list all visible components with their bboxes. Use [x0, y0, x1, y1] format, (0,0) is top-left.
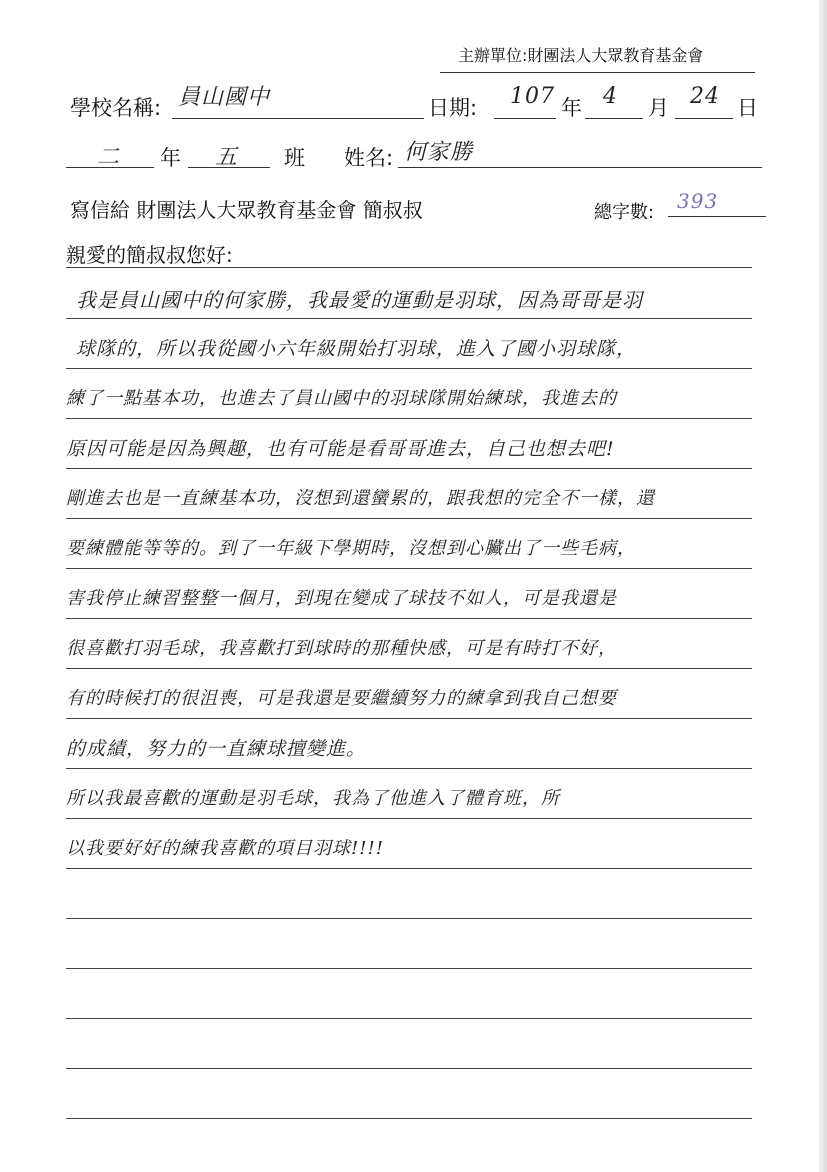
ruled-line: [66, 468, 752, 469]
day-label: 日: [737, 96, 758, 120]
ruled-line: [66, 568, 752, 569]
letter-line: 所以我最喜歡的運動是羽毛球，我為了他進入了體育班，所: [66, 788, 560, 809]
ruled-line: [66, 968, 752, 969]
word-count-value: 393: [677, 189, 719, 213]
header-rule: [440, 72, 755, 73]
month-value: 4: [603, 84, 618, 109]
name-label: 姓名:: [344, 146, 394, 170]
letter-line: 的成績，努力的一直練球擅變進。: [66, 738, 367, 760]
ruled-line: [66, 1118, 752, 1119]
letter-line: 剛進去也是一直練基本功，沒想到還蠻累的，跟我想的完全不一樣，還: [66, 488, 655, 509]
word-count-label: 總字數:: [594, 202, 655, 223]
scan-edge: [819, 0, 827, 1172]
greeting: 親愛的簡叔叔您好:: [66, 243, 233, 267]
class-underline: [188, 167, 270, 168]
ruled-line: [66, 768, 752, 769]
letter-line: 害我停止練習整整一個月，到現在變成了球技不如人，可是我還是: [66, 588, 617, 609]
ruled-line: [66, 418, 752, 419]
ruled-line: [66, 1068, 752, 1069]
class-label: 班: [284, 146, 305, 170]
year-label: 年: [561, 96, 582, 120]
year-value: 107: [510, 84, 555, 109]
organizer-text: 主辦單位:財團法人大眾教育基金會: [458, 46, 704, 65]
year-underline: [494, 118, 556, 119]
grade-underline: [66, 167, 154, 168]
ruled-line: [66, 618, 752, 619]
letter-line: 有的時候打的很沮喪，可是我還是要繼續努力的練拿到我自己想要: [66, 688, 617, 709]
letter-line: 原因可能是因為興趣，也有可能是看哥哥進去，自己也想去吧!: [66, 438, 615, 460]
letter-line: 球隊的，所以我從國小六年級開始打羽球，進入了國小羽球隊，: [76, 338, 637, 360]
ruled-line: [66, 318, 752, 319]
ruled-line: [66, 368, 752, 369]
month-label: 月: [648, 96, 669, 120]
letter-line: 我是員山國中的何家勝，我最愛的運動是羽球，因為哥哥是羽: [76, 288, 643, 312]
ruled-line: [66, 918, 752, 919]
name-value: 何家勝: [404, 140, 474, 165]
letter-line: 以我要好好的練我喜歡的項目羽球!!!!: [66, 838, 384, 859]
letter-line: 很喜歡打羽毛球，我喜歡打到球時的那種快感，可是有時打不好，: [66, 638, 617, 659]
day-underline: [675, 118, 733, 119]
word-count-underline: [668, 216, 766, 217]
ruled-line: [66, 668, 752, 669]
school-underline: [172, 118, 424, 119]
date-label: 日期:: [428, 96, 478, 120]
month-underline: [585, 118, 643, 119]
letter-line: 要練體能等等的。到了一年級下學期時，沒想到心臟出了一些毛病，: [66, 538, 636, 559]
letter-to: 寫信給 財團法人大眾教育基金會 簡叔叔: [70, 198, 423, 222]
name-underline: [398, 167, 762, 168]
class-value: 五: [215, 145, 239, 170]
grade-label: 年: [160, 146, 181, 170]
ruled-line: [66, 1018, 752, 1019]
grade-value: 二: [97, 145, 121, 170]
school-label: 學校名稱:: [70, 96, 162, 120]
ruled-line: [66, 518, 752, 519]
school-value: 員山國中: [178, 85, 271, 110]
letter-line: 練了一點基本功，也進去了員山國中的羽球隊開始練球，我進去的: [66, 388, 617, 409]
ruled-line: [66, 718, 752, 719]
day-value: 24: [690, 84, 720, 109]
ruled-line: [66, 868, 752, 869]
ruled-line: [66, 267, 752, 268]
ruled-line: [66, 818, 752, 819]
